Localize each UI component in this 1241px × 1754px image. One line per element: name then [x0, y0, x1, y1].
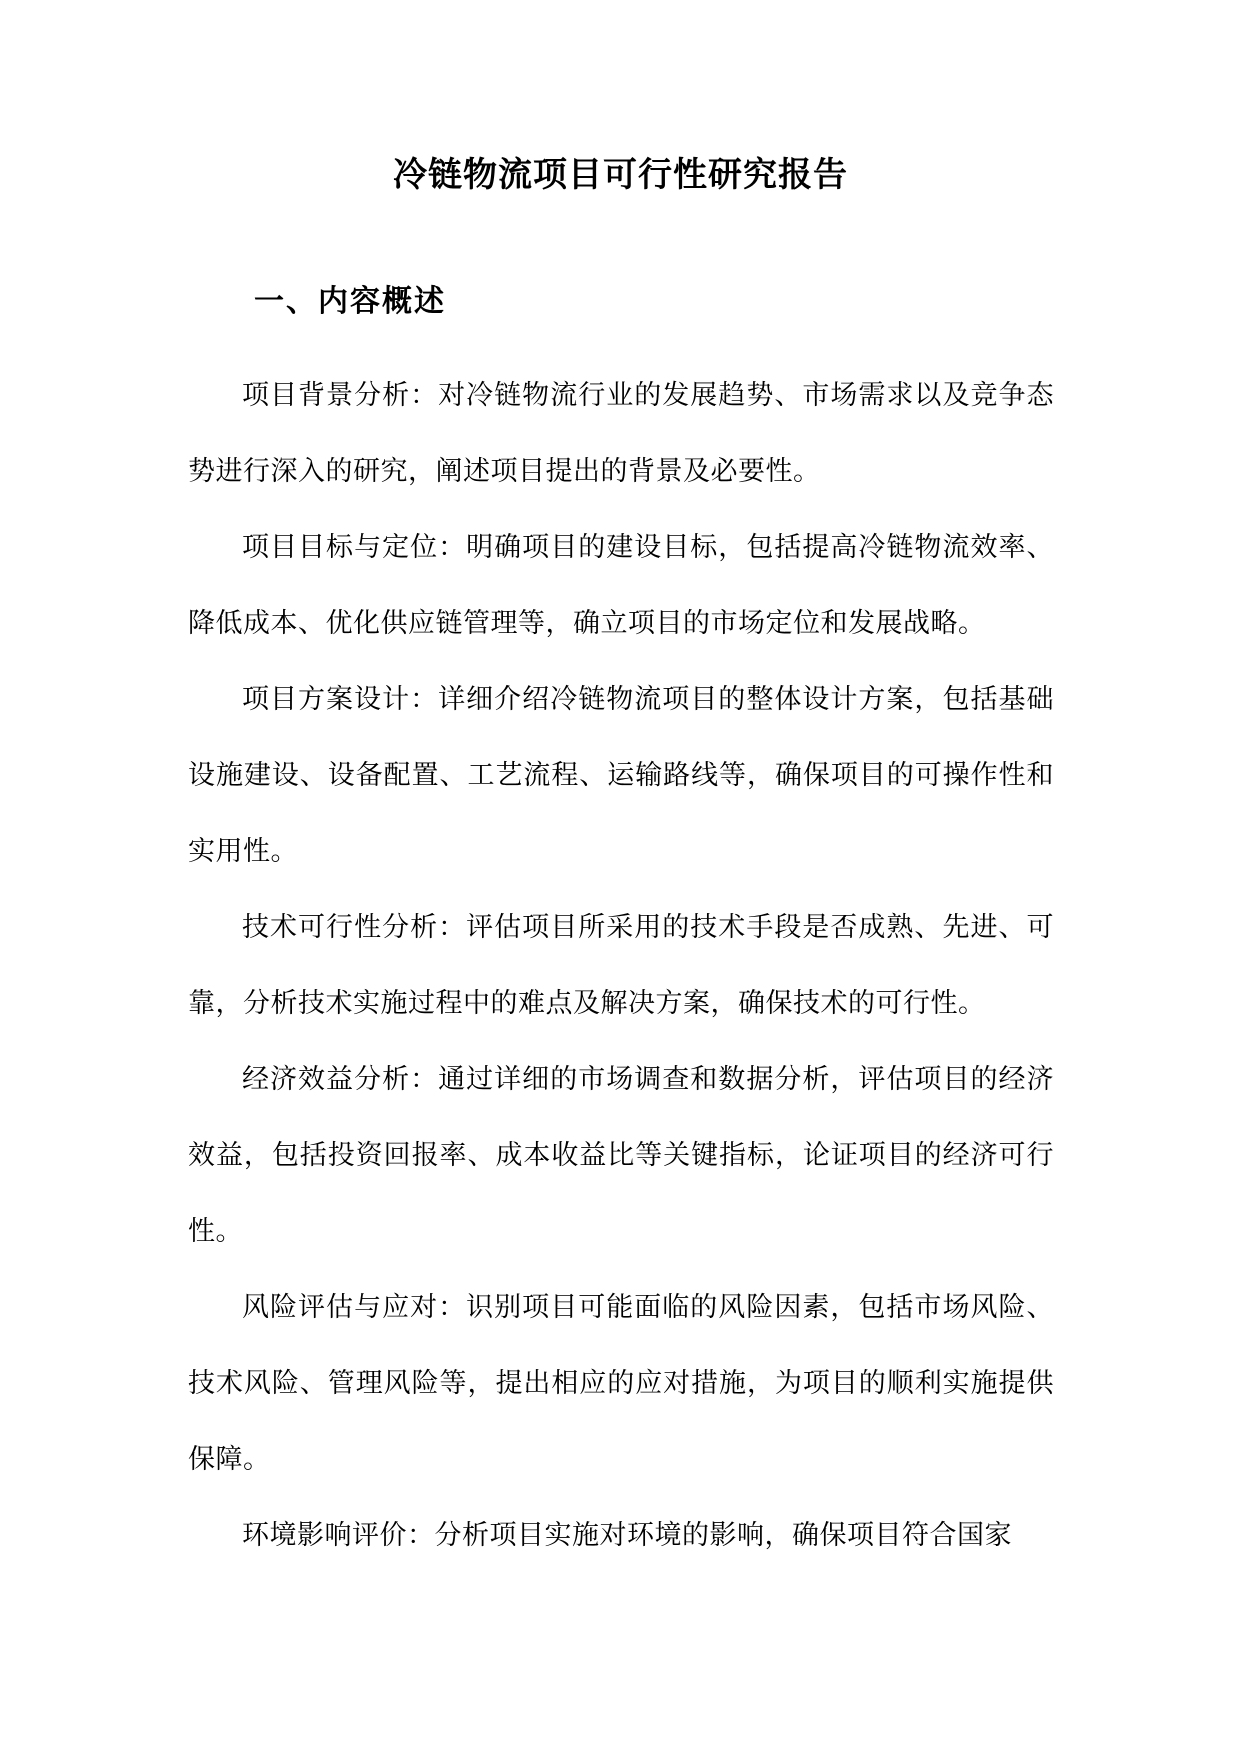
paragraph-economic-benefit: 经济效益分析：通过详细的市场调查和数据分析，评估项目的经济效益，包括投资回报率、成本收益比等关键指标，论证项目的经济可行性。 [188, 1064, 1054, 1247]
paragraph-project-goals: 项目目标与定位：明确项目的建设目标，包括提高冷链物流效率、降低成本、优化供应链管理等，确立项目的市场定位和发展战略。 [188, 532, 1054, 639]
paragraph-risk-assessment: 风险评估与应对：识别项目可能面临的风险因素，包括市场风险、技术风险、管理风险等，提出相应的应对措施，为项目的顺利实施提供保障。 [188, 1292, 1054, 1475]
section-heading: 一、内容概述 [254, 284, 446, 319]
document-body [188, 358, 1054, 1574]
paragraph-project-design: 项目方案设计：详细介绍冷链物流项目的整体设计方案，包括基础设施建设、设备配置、工艺流程、运输路线等，确保项目的可操作性和实用性。 [188, 684, 1054, 867]
document-title: 冷链物流项目可行性研究报告 [393, 155, 848, 195]
paragraph-environmental-impact: 环境影响评价：分析项目实施对环境的影响，确保项目符合国家 [242, 1520, 1012, 1551]
paragraph-project-background: 项目背景分析：对冷链物流行业的发展趋势、市场需求以及竞争态势进行深入的研究，阐述项目提出的背景及必要性。 [188, 380, 1054, 487]
paragraph-technical-feasibility: 技术可行性分析：评估项目所采用的技术手段是否成熟、先进、可靠，分析技术实施过程中的难点及解决方案，确保技术的可行性。 [188, 912, 1054, 1019]
